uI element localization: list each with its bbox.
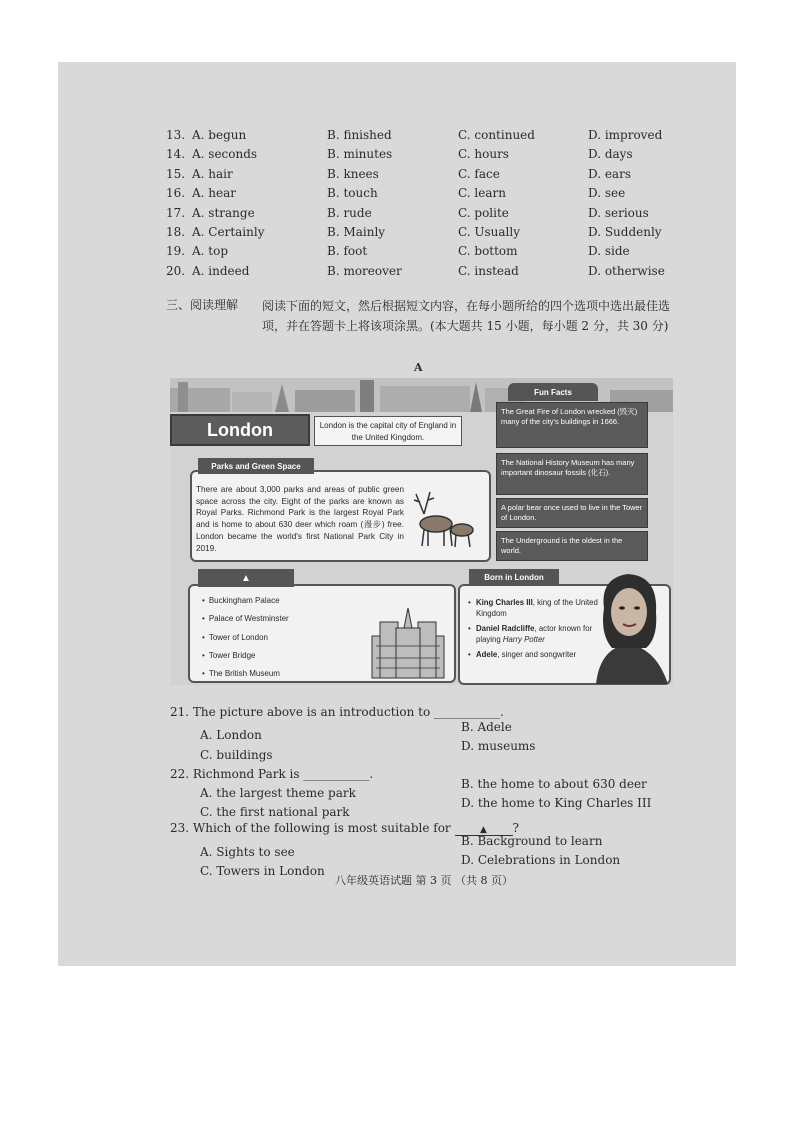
q22-option-a: A. the largest theme park: [200, 786, 356, 800]
option-a: A. top: [192, 244, 229, 258]
deer-icon: [406, 484, 480, 550]
option-c: C. instead: [458, 264, 519, 278]
q23-option-a: A. Sights to see: [200, 845, 295, 859]
option-b: B. knees: [327, 167, 379, 181]
option-b: B. touch: [327, 186, 378, 200]
sight-item: • Palace of Westminster: [202, 614, 289, 632]
option-b: B. minutes: [327, 147, 393, 161]
option-row: [58, 147, 736, 166]
option-a: A. hair: [192, 167, 233, 181]
born-name: Adele: [476, 650, 498, 659]
born-role: Harry Potter: [502, 634, 545, 644]
fun-fact-3: A polar bear once used to live in the Tower of London.: [496, 498, 648, 528]
sight-item: • Tower Bridge: [202, 651, 289, 669]
q21-option-c: C. buildings: [200, 748, 273, 762]
born-title: Born in London: [469, 569, 559, 586]
option-a: A. strange: [192, 206, 255, 220]
q23-blank: ▲: [455, 825, 513, 836]
london-infographic: [170, 378, 673, 685]
london-banner: London: [170, 414, 310, 446]
section-instructions: 阅读下面的短文，然后根据短文内容，在每小题所给的四个选项中选出最佳选项，并在答题卡上将该项涂黑。(本大题共 15 小题，每小题 2 分，共 30 分): [262, 299, 671, 333]
q23-end: ?: [512, 821, 519, 835]
option-d: D. ears: [588, 167, 631, 181]
parks-box: [190, 470, 491, 562]
question-number: 18.: [166, 225, 186, 239]
parks-text: There are about 3,000 parks and areas of public green space across the city. Eight of the parks are known as Royal Parks. Richmond Park is the largest Royal Park and is home to about 630 deer which roam (漫步) free. London became the world's first National Park City in 2019.: [196, 485, 404, 553]
q23-option-d: D. Celebrations in London: [461, 853, 621, 867]
option-c: C. bottom: [458, 244, 518, 258]
option-a: A. hear: [192, 186, 237, 200]
born-box: [458, 584, 671, 685]
page-footer: 八年级英语试题 第 3 页 （共 8 页）: [335, 874, 513, 887]
option-d: D. improved: [588, 128, 663, 142]
option-row: [58, 225, 736, 244]
option-b: B. Mainly: [327, 225, 386, 239]
born-desc: , king of the United Kingdom: [476, 598, 598, 618]
sights-box: [188, 584, 456, 683]
option-c: C. learn: [458, 186, 506, 200]
born-name: Daniel Radcliffe: [476, 624, 535, 633]
blank-heading-tab: ▲: [198, 569, 294, 587]
option-b: B. finished: [327, 128, 392, 142]
q21-option-a: A. London: [200, 728, 262, 742]
option-a: A. seconds: [192, 147, 258, 161]
option-a: A. begun: [192, 128, 247, 142]
sight-item: • Tower of London: [202, 633, 289, 651]
option-c: C. polite: [458, 206, 509, 220]
q21-option-b: B. Adele: [461, 720, 512, 734]
option-d: D. serious: [588, 206, 649, 220]
q22-option-b: B. the home to about 630 deer: [461, 777, 647, 791]
born-name: King Charles III: [476, 598, 533, 607]
option-d: D. otherwise: [588, 264, 665, 278]
option-row: [58, 244, 736, 263]
option-row: [58, 206, 736, 225]
option-row: [58, 186, 736, 205]
q21-option-d: D. museums: [461, 739, 536, 753]
capital-caption: London is the capital city of England in the United Kingdom.: [314, 416, 462, 446]
q22-option-d: D. the home to King Charles III: [461, 796, 652, 810]
option-c: C. hours: [458, 147, 509, 161]
q23-option-c: C. Towers in London: [200, 864, 325, 878]
option-c: C. continued: [458, 128, 535, 142]
option-b: B. moreover: [327, 264, 402, 278]
tower-of-london-icon: [366, 606, 450, 680]
fun-facts-title: Fun Facts: [508, 383, 598, 401]
fun-fact-2: The National History Museum has many important dinosaur fossils (化石).: [496, 453, 648, 495]
q23-option-b: B. Background to learn: [461, 834, 603, 848]
sight-item: • Buckingham Palace: [202, 596, 289, 614]
fun-fact-4: The Underground is the oldest in the world.: [496, 531, 648, 561]
question-number: 14.: [166, 147, 186, 161]
question-number: 17.: [166, 206, 186, 220]
question-number: 20.: [166, 264, 186, 278]
question-number: 16.: [166, 186, 186, 200]
option-row: [58, 167, 736, 186]
option-c: C. face: [458, 167, 500, 181]
option-row: [58, 264, 736, 283]
option-a: A. Certainly: [192, 225, 265, 239]
option-c: C. Usually: [458, 225, 520, 239]
section-title: 三、阅读理解: [166, 298, 239, 312]
option-d: D. see: [588, 186, 626, 200]
born-desc: , singer and songwriter: [497, 650, 577, 659]
option-d: D. Suddenly: [588, 225, 662, 239]
parks-title: Parks and Green Space: [198, 458, 314, 474]
question-number: 19.: [166, 244, 186, 258]
passage-label: A: [414, 361, 423, 374]
question-number: 13.: [166, 128, 186, 142]
fun-fact-1: The Great Fire of London wrecked (毁灭) many of the city's buildings in 1666.: [496, 402, 648, 448]
option-d: D. side: [588, 244, 630, 258]
q22-stem: 22. Richmond Park is ___________.: [170, 767, 374, 781]
q22-option-c: C. the first national park: [200, 805, 350, 819]
option-row: [58, 128, 736, 147]
born-desc: , actor known for playing: [476, 624, 593, 644]
q23-stem-text: 23. Which of the following is most suitable for: [170, 821, 451, 835]
sights-list: [202, 596, 289, 687]
sight-item: • The British Museum: [202, 669, 289, 687]
exam-page: [58, 62, 736, 966]
option-b: B. foot: [327, 244, 368, 258]
adele-portrait-icon: [586, 568, 670, 684]
question-number: 15.: [166, 167, 186, 181]
option-d: D. days: [588, 147, 633, 161]
option-a: A. indeed: [192, 264, 250, 278]
option-b: B. rude: [327, 206, 372, 220]
q21-stem: 21. The picture above is an introduction to ___________.: [170, 705, 504, 719]
